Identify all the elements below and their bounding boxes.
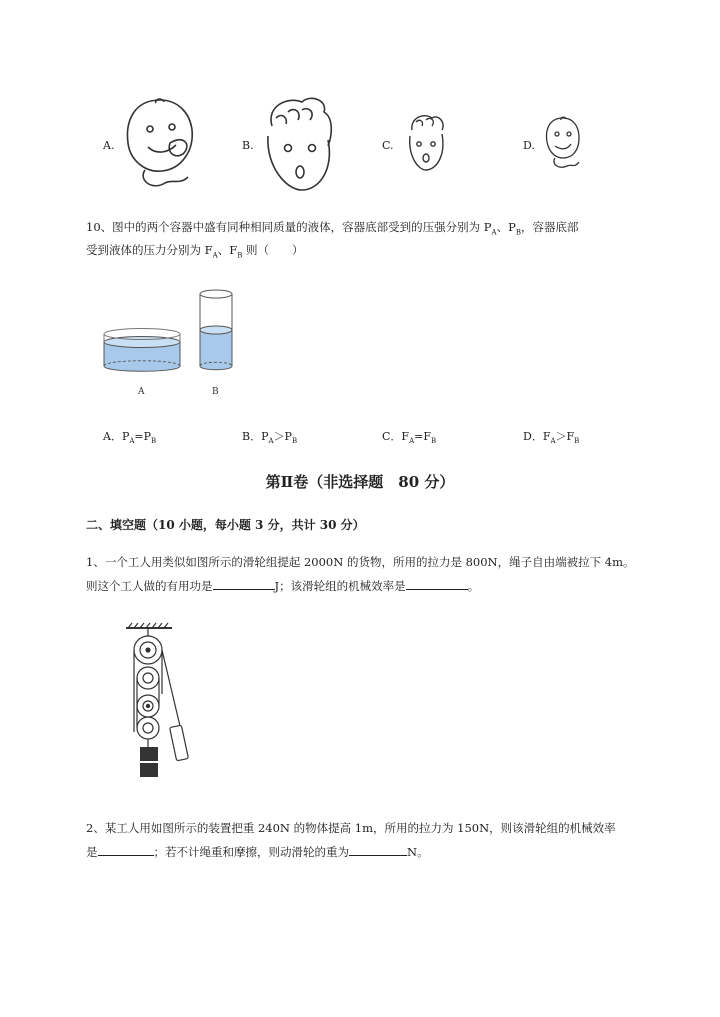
- fill-q1-line2: 则这个工人做的有用功是 J；该滑轮组的机械效率是 。: [86, 579, 480, 593]
- pulley-system-figure: [118, 622, 198, 782]
- blank-q2-efficiency[interactable]: [98, 843, 154, 856]
- blank-pulley-weight[interactable]: [349, 843, 407, 856]
- fill-q2-line1: 2、某工人用如图所示的装置把重 240N 的物体提高 1m，所用的拉力为 150N，则该滑轮组的机械效率: [86, 821, 616, 835]
- containers-figure: [100, 286, 250, 401]
- q10-option-a: A．$P_A=P_B$: [103, 430, 157, 446]
- q10-option-c: C．$F_A=F_B$: [382, 430, 437, 446]
- container-a-label: A: [138, 387, 145, 397]
- q9-option-d-letter: D.: [523, 139, 535, 152]
- q9-option-c-letter: C.: [382, 139, 394, 152]
- small-face-icon: [404, 112, 448, 174]
- face-wrapped-hand-icon: [120, 95, 200, 193]
- small-face-scarf-icon: [541, 114, 585, 172]
- q10-option-d: D．$F_A>F_B$: [523, 430, 580, 446]
- fill-q2-line2: 是 ；若不计绳重和摩擦，则动滑轮的重为 N。: [86, 845, 429, 859]
- container-b: [200, 290, 232, 370]
- fill-q1-line1: 1、一个工人用类似如图所示的滑轮组提起 2000N 的货物，所用的拉力是 800N，绳子自由端被拉下 4m。: [86, 555, 635, 569]
- blank-useful-work[interactable]: [213, 577, 275, 590]
- q10-stem-line1: 10、图中的两个容器中盛有同种相同质量的液体，容器底部受到的压强分别为 $P_A$、$P_B$，容器底部: [86, 220, 579, 237]
- q10-stem-line2: 受到液体的压力分别为 $F_A$、$F_B$ 则（ ）: [86, 243, 304, 260]
- q9-option-b-letter: B.: [242, 139, 254, 152]
- q9-option-a-letter: A.: [103, 139, 115, 152]
- section-title: 第Ⅱ卷（非选择题 80 分）: [265, 473, 455, 491]
- container-b-label: B: [212, 387, 219, 397]
- q10-option-b: B．$P_A>P_B$: [242, 430, 298, 446]
- face-curly-hair-icon: [258, 96, 338, 194]
- fill-section-header: 二、填空题（10 小题，每小题 3 分，共计 30 分）: [86, 518, 365, 532]
- blank-efficiency[interactable]: [406, 577, 468, 590]
- container-a: [104, 329, 180, 372]
